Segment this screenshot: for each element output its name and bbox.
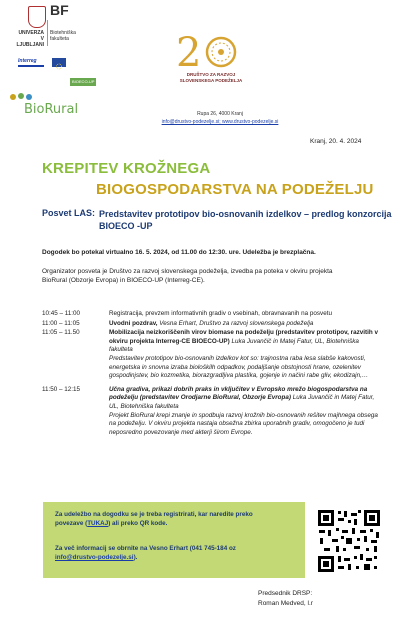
program-bold: Mobilizacija neizkoriščenih virov biomase na podeželju (predstavitev prototipov, razvitih v okviru projekta Interreg-CE BIOECO-UP) (109, 329, 378, 345)
org-address: Rupa 26, 4000 Kranj (197, 111, 243, 117)
faculty-name-line1: Biotehniška (50, 30, 76, 36)
program-list (42, 310, 382, 438)
organizer-text (42, 267, 382, 285)
org-contact-links[interactable]: info@drustvo-podezelje.si; www.drustvo-podezelje.si (161, 119, 279, 125)
registration-line2 (55, 519, 295, 528)
bioeco-up-badge: BIOECO-UP (72, 79, 95, 84)
registration-text (55, 510, 295, 528)
posvet-label: Posvet LAS: (42, 208, 96, 218)
signature-role: Predsednik DRSP: (258, 590, 313, 597)
program-desc (109, 329, 382, 381)
organizer-line2: BioRural (Obzorje Evropa) in BIOECO-UP (Interreg-CE). (42, 277, 205, 284)
registration-line1: Za udeležbo na dogodku se je treba registrirati, kar naredite preko (55, 511, 253, 518)
interreg-logo (18, 58, 44, 67)
program-bold: Učna gradiva, prikazi dobrih praks in vključitev v Evropsko mrežo biogospodarstva na podeželju (predstavitev Orodjarne BioRural, Obzorje Evropa) (109, 385, 368, 402)
posvet-title (99, 208, 409, 232)
faculty-abbrev: BF (50, 2, 69, 18)
contact-email-link[interactable]: info@drustvo-podezelje.si (55, 554, 134, 561)
program-item (42, 320, 382, 329)
program-text: Registracija, prevzem informativnih gradiv o vsebinah, obravnavanih na posvetu (109, 310, 332, 317)
registration-link[interactable]: TUKAJ (87, 520, 109, 527)
program-text: Luka Juvančič in Matej Fatur, UL, Biotehniška fakulteta (109, 337, 359, 354)
program-desc (109, 386, 382, 438)
title-line1: KREPITEV KROŽNEGA (42, 160, 211, 177)
anniversary-org-name (166, 72, 256, 84)
program-item (42, 386, 382, 438)
faculty-name (50, 30, 76, 42)
university-name-line2: V LJUBLJANI (16, 36, 44, 48)
signature-name: Roman Medved, l.r (258, 600, 313, 607)
logo-divider (47, 20, 48, 46)
program-item (42, 329, 382, 381)
qr-code-icon[interactable] (316, 508, 382, 574)
anniversary-line2: SLOVENSKEGA PODEŽELJA (179, 78, 243, 83)
organizer-line1: Organizator posveta je Društvo za razvoj slovenskega podeželja, izvedba pa poteka v okviru projekta (42, 268, 333, 275)
program-extra: Predstavitev prototipov bio-osnovanih izdelkov kot so: trajnostna raba lesa slabše kakovosti, energetska in snovna izraba biološkilh odpadkov, podaljšanje obstojnosti hrane, ozelenitev gospodinjstev, bio kozmetika, biorazgradljiva plastika, gojenje in načini rabe gliv, ekodizajn,… (109, 354, 369, 380)
program-item (42, 310, 382, 319)
program-desc (109, 310, 382, 319)
eu-flag-icon (52, 58, 66, 67)
svg-text:2: 2 (176, 30, 202, 76)
program-text: Vesna Erhart, Društvo za razvoj slovenskega podeželja (159, 319, 314, 327)
contact-text (55, 544, 295, 562)
document-date: Kranj, 20. 4. 2024 (310, 138, 362, 145)
program-bold: Uvodni pozdrav, (109, 319, 158, 327)
program-desc (109, 320, 382, 329)
faculty-name-line2: fakulteta (50, 36, 69, 42)
title-line2: BIOGOSPODARSTVA NA PODEŽELJU (96, 181, 374, 198)
posvet-title-line1: Predstavitev prototipov bio-osnovanih izdelkov – predlog konzorcija (99, 209, 392, 219)
university-name (14, 30, 44, 48)
registration-line2-pre: povezave ( (55, 520, 88, 527)
contact-line2 (55, 553, 295, 562)
anniversary-line1: DRUŠTVO ZA RAZVOJ (186, 72, 236, 77)
program-time: 11:05 – 11.50 (42, 329, 80, 337)
interreg-text: Interreg (18, 58, 37, 64)
university-crest-icon (28, 6, 46, 28)
university-name-line1: UNIVERZA (18, 30, 44, 36)
program-text: Luka Juvančič in Matej Fatur, UL, Biotehniška fakulteta (109, 394, 375, 410)
interreg-bar (18, 65, 44, 67)
registration-line2-post: ) ali preko QR kode. (108, 520, 168, 527)
contact-line1: Za več informacij se obrnite na Vesno Erhart (041 745-184 oz (55, 545, 236, 552)
program-time: 11:00 – 11:05 (42, 319, 80, 327)
contact-line2-post: ). (133, 554, 138, 561)
posvet-title-line2: BIOECO -UP (99, 221, 153, 231)
program-extra: Projekt BioRural krepi znanje in spodbuja razvoj krožnih bio-osnovanih rešitev majhnega obsega na podeželju. V okviru projekta nastaja obsežna zbirka uporabnih gradiv, omogočeno je tudi neposredno povezovanje med akterji širom Evrope. (109, 411, 378, 436)
event-info: Dogodek bo potekal virtualno 16. 5. 2024, od 11.00 do 12:30. ure. Udeležba je brezplačna. (42, 249, 316, 256)
biorural-wordmark: BioRural (24, 102, 79, 117)
program-time: 10:45 – 11:00 (42, 310, 81, 317)
program-time: 11:50 – 12:15 (42, 385, 81, 393)
